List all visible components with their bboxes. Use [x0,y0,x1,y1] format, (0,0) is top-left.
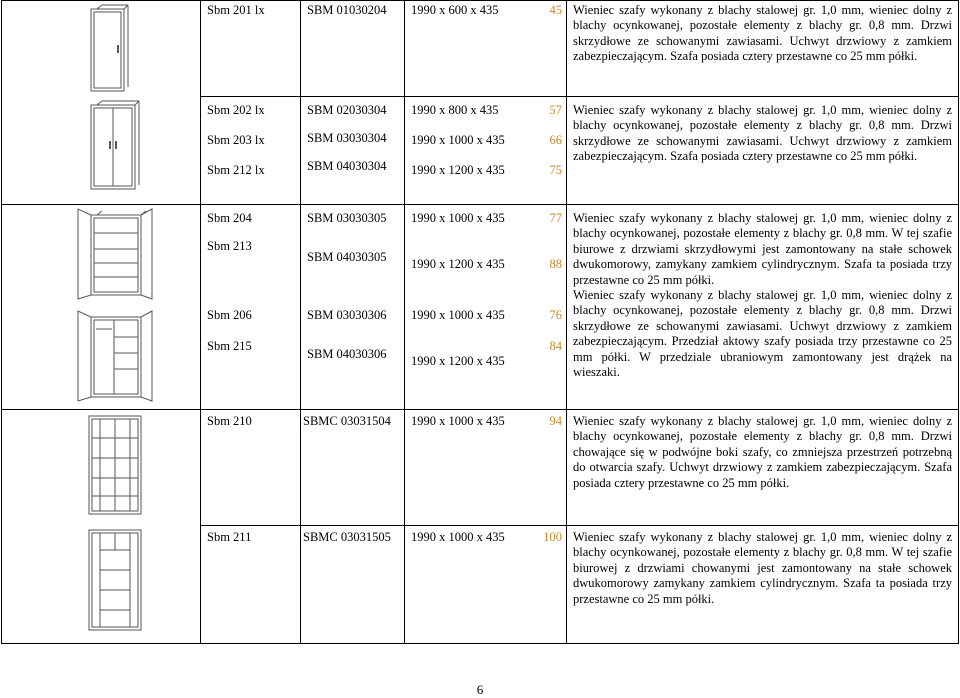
model-name: Sbm 201 lx [207,3,265,17]
product-code: SBMC 03031504 [303,414,391,428]
description: Wieniec szafy wykonany z blachy stalowej gr. 1,0 mm, wieniec dolny z blachy ocynkowanej, pozostałe elementy z blachy gr. 0,8 mm. Drzwi chowające się w podwójne boki szafy, co zmniejsza przestrzeń potrzebną do otwarcia szafy. Uchwyt drzwiowy z zamkiem zabezpieczającym. Szafa posiada cztery przestawne co 25 mm półki. [573,414,952,490]
product-code: SBM 03030305 [307,211,387,225]
open-cabinet-with-compartment-drawing [2,205,201,405]
table-row [2,205,959,410]
dimensions: 1990 x 800 x 435 [411,103,499,117]
model-name: Sbm 204 [207,211,252,225]
description: Wieniec szafy wykonany z blachy stalowej gr. 1,0 mm, wieniec dolny z blachy ocynkowanej, pozostałe elementy z blachy gr. 0,8 mm. Drzwi skrzydłowe ze schowanymi zawiasami. Uchwyt drzwiowy z zamkiem zabezpieczającym. Przedział aktowy szafy posiada trzy przestawne co 25 mm półki. W przedziale ubraniowym zamontowany jest drążek na wieszaki. [573,288,952,380]
model-name: Sbm 202 lx [207,103,265,117]
double-door-cabinet-drawing [2,1,201,199]
price: 84 [549,339,562,353]
product-code: SBM 01030204 [307,3,387,17]
description: Wieniec szafy wykonany z blachy stalowej gr. 1,0 mm, wieniec dolny z blachy ocynkowanej, pozostałe elementy z blachy gr. 0,8 mm. W tej szafie biurowe z drzwiami skrzydłowymi jest zamontowany na stałe schowek dwukomorowy, zamykany zamkiem cylindrycznym. Szafa ta posiada trzy przestawne co 25 mm półki. [573,211,952,287]
table-row [2,1,959,97]
dimensions: 1990 x 1000 x 435 [411,308,505,322]
price: 75 [549,163,562,177]
price: 100 [543,530,562,544]
dimensions: 1990 x 1200 x 435 [411,354,505,368]
product-code: SBM 04030305 [307,250,387,264]
product-code: SBM 02030304 [307,103,387,117]
description: Wieniec szafy wykonany z blachy stalowej gr. 1,0 mm, wieniec dolny z blachy ocynkowanej, pozostałe elementy z blachy gr. 0,8 mm. Drzwi skrzydłowe ze schowanymi zawiasami. Uchwyt drzwiowy z zamkiem zabezpieczającym. Szafa posiada cztery przestawne co 25 mm półki. [573,3,952,64]
dimensions: 1990 x 1000 x 435 [411,530,505,544]
price: 77 [549,211,562,225]
price: 76 [549,308,562,322]
dimensions: 1990 x 600 x 435 [411,3,499,17]
dimensions: 1990 x 1000 x 435 [411,211,505,225]
price: 94 [549,414,562,428]
table-row [2,410,959,526]
model-name: Sbm 215 [207,339,252,353]
product-code: SBM 04030304 [307,159,387,173]
page-number: 6 [476,682,484,697]
model-name: Sbm 213 [207,239,252,253]
model-name: Sbm 203 lx [207,133,265,147]
product-code: SBM 04030306 [307,347,387,361]
product-code: SBM 03030304 [307,131,387,145]
model-name: Sbm 210 [207,414,252,428]
dimensions: 1990 x 1200 x 435 [411,257,505,271]
dimensions: 1990 x 1000 x 435 [411,414,505,428]
product-code: SBM 03030306 [307,308,387,322]
price: 45 [549,3,562,17]
price: 88 [549,257,562,271]
product-code: SBMC 03031505 [303,530,391,544]
model-name: Sbm 212 lx [207,163,265,177]
drawing-cell [2,1,201,205]
folding-door-cabinet-with-compartment-drawing [2,410,201,638]
dimensions: 1990 x 1200 x 435 [411,163,505,177]
description: Wieniec szafy wykonany z blachy stalowej gr. 1,0 mm, wieniec dolny z blachy ocynkowanej, pozostałe elementy z blachy gr. 0,8 mm. Drzwi skrzydłowe ze schowanymi zawiasami. Uchwyt drzwiowy z zamkiem zabezpieczającym. Szafa posiada cztery przestawne co 25 mm półki. [573,103,952,164]
price: 66 [549,133,562,147]
dimensions: 1990 x 1000 x 435 [411,133,505,147]
product-table [1,0,959,644]
model-name: Sbm 211 [207,530,252,544]
description: Wieniec szafy wykonany z blachy stalowej gr. 1,0 mm, wieniec dolny z blachy ocynkowanej, pozostałe elementy z blachy gr. 0,8 mm. W tej szafie biurowej z drzwiami chowanymi jest zamontowany na stałe schowek dwukomorowy zamykany zamkiem cylindrycznym. Szafa ta posiada trzy przestawne co 25 mm półki. [573,530,952,606]
drawing-cell [2,410,201,644]
model-name: Sbm 206 [207,308,252,322]
price: 57 [549,103,562,117]
